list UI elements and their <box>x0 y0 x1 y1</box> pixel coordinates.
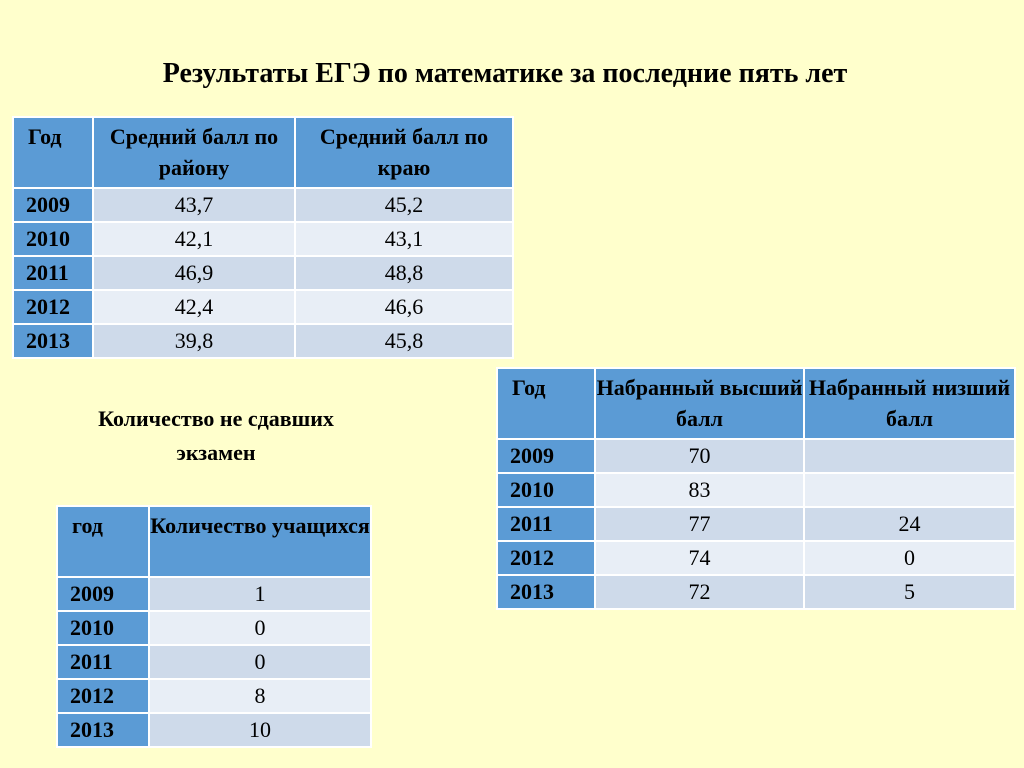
region-average-cell: 45,2 <box>295 188 513 222</box>
district-average-cell: 46,9 <box>93 256 295 290</box>
year-cell: 2012 <box>497 541 595 575</box>
year-cell: 2009 <box>57 577 149 611</box>
year-cell: 2013 <box>13 324 93 358</box>
table-row <box>13 256 513 290</box>
year-cell: 2011 <box>497 507 595 541</box>
table-row <box>497 575 1015 609</box>
table-row <box>13 290 513 324</box>
year-cell: 2009 <box>497 439 595 473</box>
table-row <box>57 645 371 679</box>
region-average-cell: 43,1 <box>295 222 513 256</box>
region-average-cell: 46,6 <box>295 290 513 324</box>
highest-score-cell: 74 <box>595 541 804 575</box>
lowest-score-cell: 24 <box>804 507 1015 541</box>
student-count-cell: 10 <box>149 713 371 747</box>
district-average-cell: 42,1 <box>93 222 295 256</box>
table-header-row <box>57 506 371 577</box>
table-row <box>57 611 371 645</box>
table-header-row <box>497 368 1015 439</box>
table-row <box>57 679 371 713</box>
year-cell: 2012 <box>13 290 93 324</box>
lowest-score-cell: 5 <box>804 575 1015 609</box>
table-row <box>497 473 1015 507</box>
year-cell: 2013 <box>497 575 595 609</box>
student-count-cell: 0 <box>149 645 371 679</box>
table-row <box>13 188 513 222</box>
highest-score-cell: 83 <box>595 473 804 507</box>
max-min-score-table <box>496 367 1016 610</box>
year-cell: 2010 <box>497 473 595 507</box>
column-header-lowest-score: Набранный низший балл <box>804 368 1015 439</box>
table-row <box>13 222 513 256</box>
district-average-cell: 39,8 <box>93 324 295 358</box>
column-header-highest-score: Набранный высший балл <box>595 368 804 439</box>
failed-students-table <box>56 505 372 748</box>
lowest-score-cell <box>804 439 1015 473</box>
year-cell: 2013 <box>57 713 149 747</box>
year-cell: 2010 <box>57 611 149 645</box>
year-cell: 2011 <box>13 256 93 290</box>
table-row <box>57 577 371 611</box>
table-row <box>497 507 1015 541</box>
student-count-cell: 1 <box>149 577 371 611</box>
year-cell: 2012 <box>57 679 149 713</box>
district-average-cell: 43,7 <box>93 188 295 222</box>
region-average-cell: 48,8 <box>295 256 513 290</box>
table-header-row <box>13 117 513 188</box>
year-cell: 2010 <box>13 222 93 256</box>
year-cell: 2011 <box>57 645 149 679</box>
highest-score-cell: 77 <box>595 507 804 541</box>
page-title: Результаты ЕГЭ по математике за последние пять лет <box>162 58 848 89</box>
table-row <box>57 713 371 747</box>
column-header-year: Год <box>13 117 93 188</box>
highest-score-cell: 72 <box>595 575 804 609</box>
district-average-cell: 42,4 <box>93 290 295 324</box>
column-header-student-count: Количество учащихся <box>149 506 371 577</box>
column-header-year: год <box>57 506 149 577</box>
table-row <box>497 439 1015 473</box>
table-row <box>13 324 513 358</box>
student-count-cell: 8 <box>149 679 371 713</box>
highest-score-cell: 70 <box>595 439 804 473</box>
failed-students-caption: Количество не сдавших экзамен <box>98 406 334 465</box>
year-cell: 2009 <box>13 188 93 222</box>
column-header-region-average: Средний балл по краю <box>295 117 513 188</box>
column-header-district-average: Средний балл по району <box>93 117 295 188</box>
table-row <box>497 541 1015 575</box>
average-score-table <box>12 116 514 359</box>
region-average-cell: 45,8 <box>295 324 513 358</box>
column-header-year: Год <box>497 368 595 439</box>
lowest-score-cell: 0 <box>804 541 1015 575</box>
student-count-cell: 0 <box>149 611 371 645</box>
lowest-score-cell <box>804 473 1015 507</box>
